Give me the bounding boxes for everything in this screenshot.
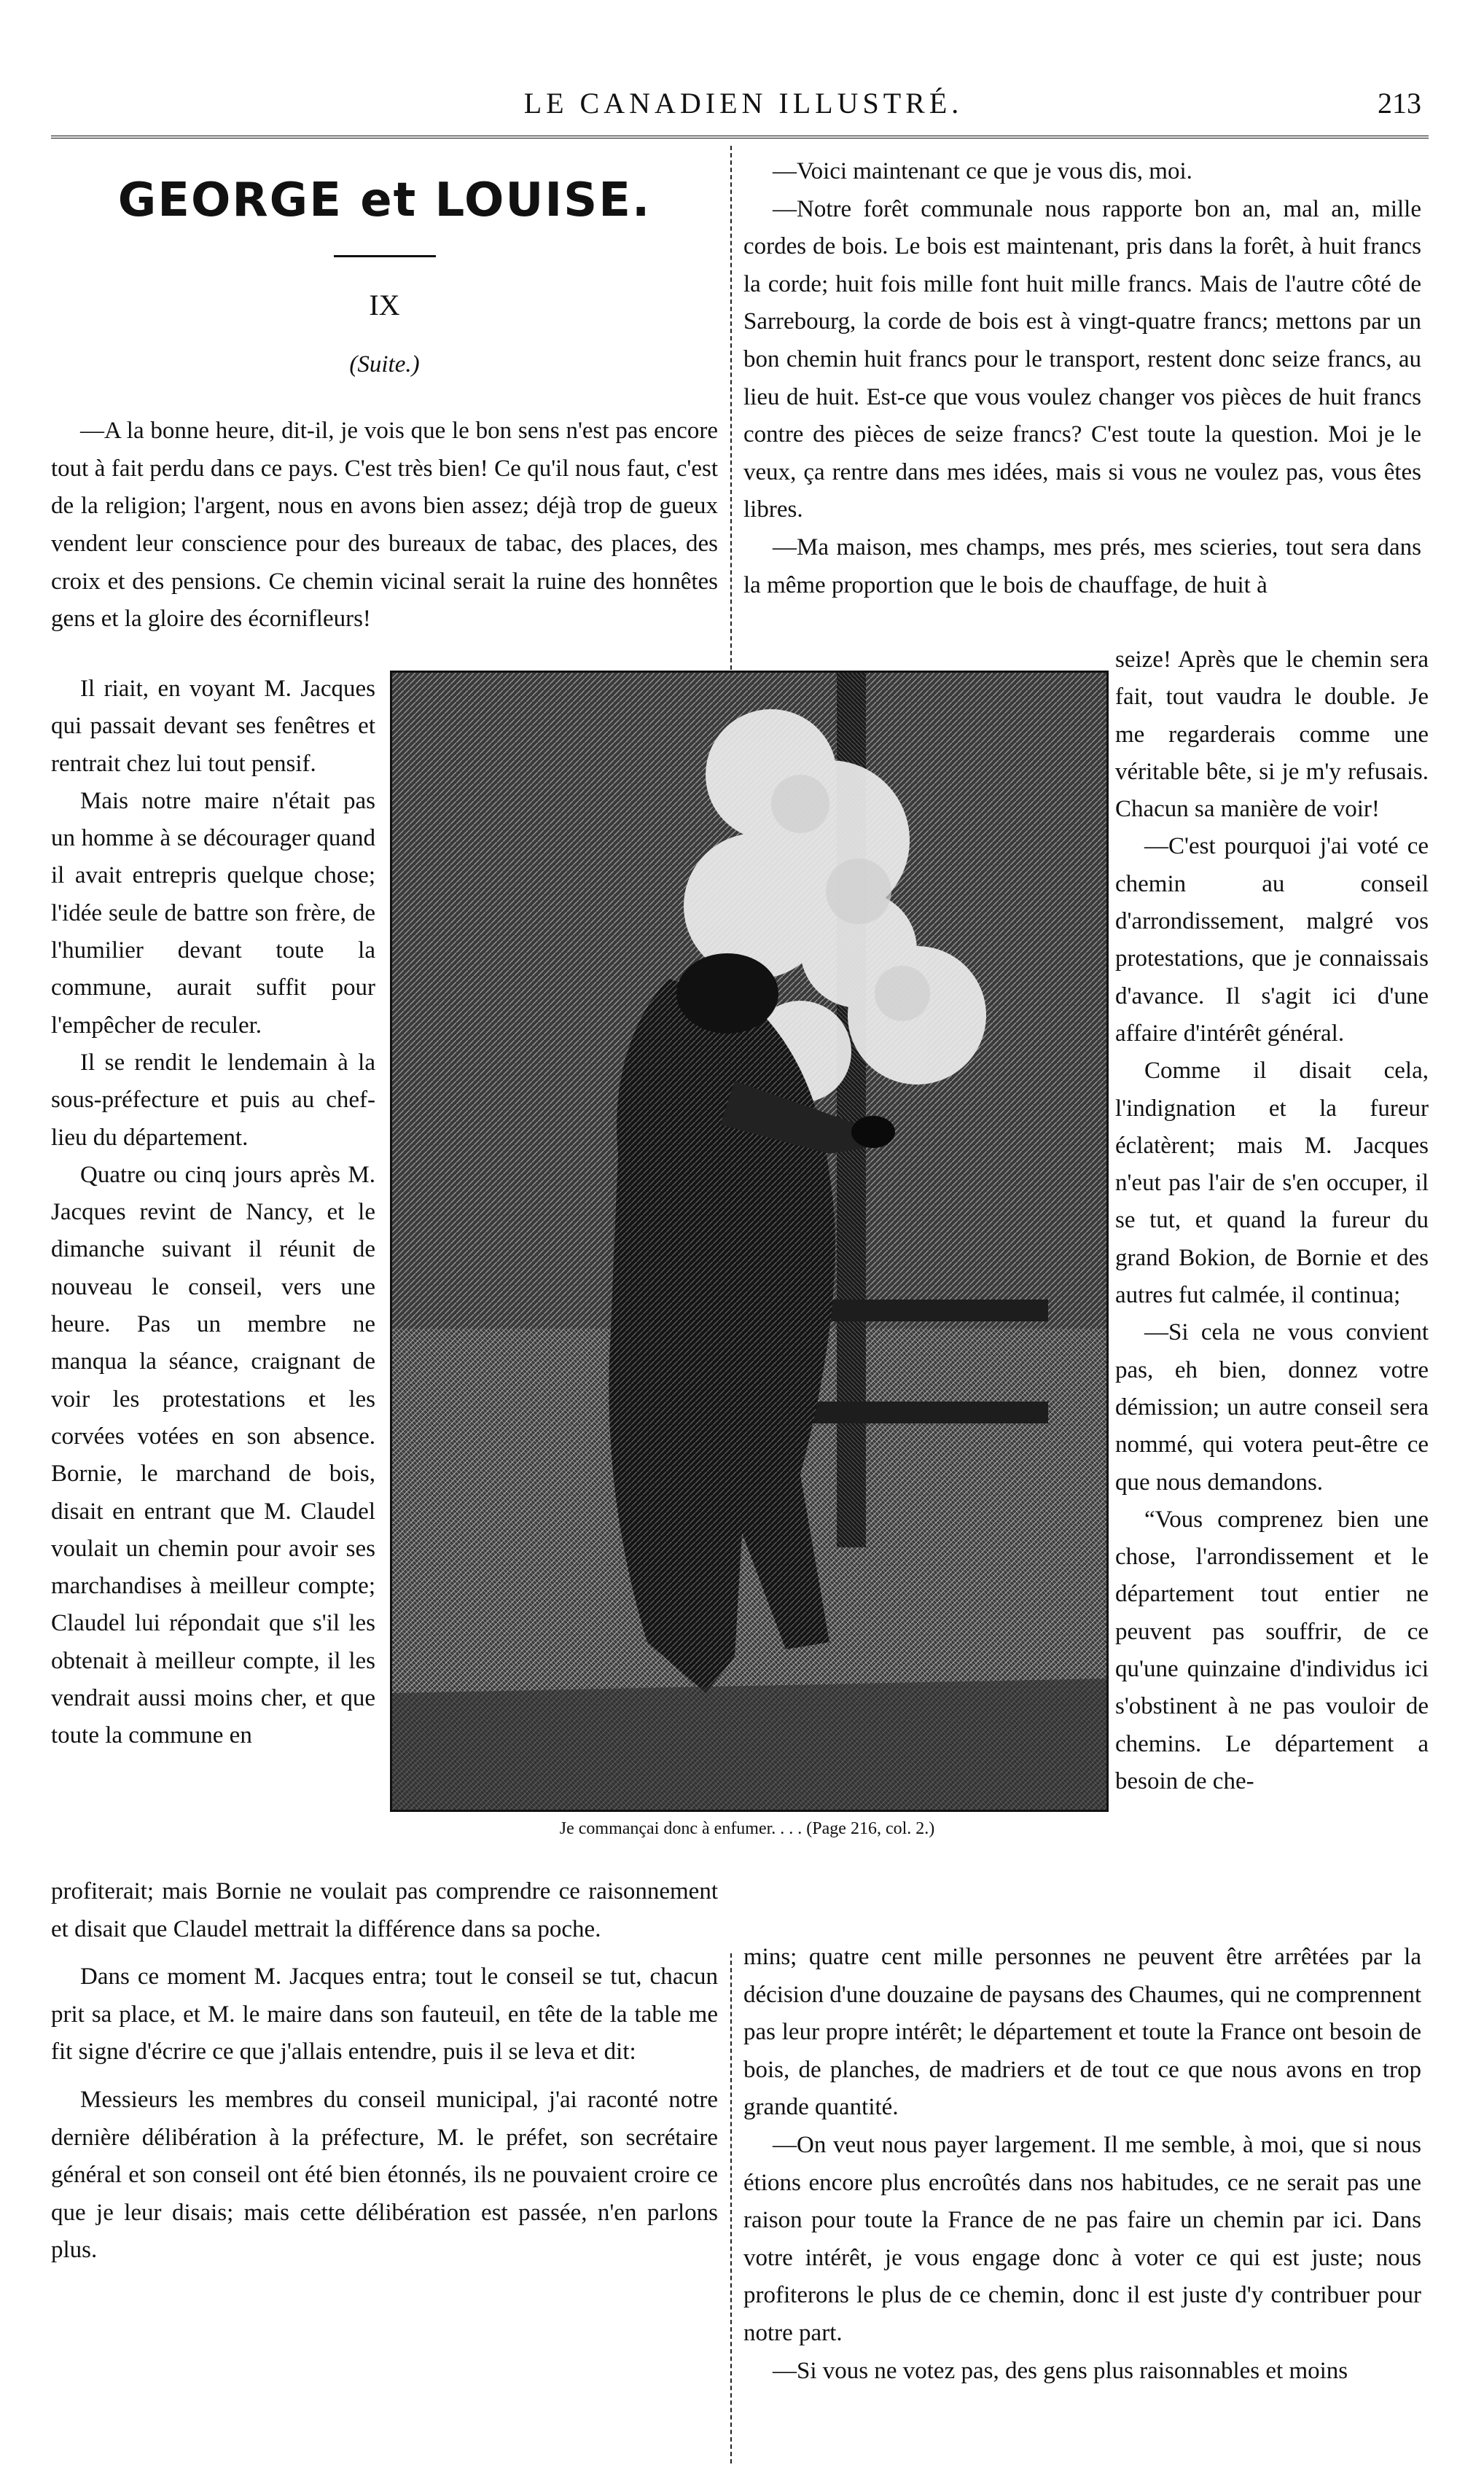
paragraph: —A la bonne heure, dit-il, je vois que le bon sens n'est pas encore tout à fait perdu dans ce pays. C'est très bien! Ce qu'il nous faut, c'est de la religion; l'argent, nous en avons bien assez; déjà trop de gueux vendent leur conscience pour des bureaux de tabac, des places, des croix et des pensions. Ce chemin vicinal serait la ruine des honnêtes gens et la gloire des écornifleurs! <box>51 418 718 633</box>
paragraph: Dans ce moment M. Jacques entra; tout le conseil se tut, chacun prit sa place, et M. le maire dans son fauteuil, en tête de la table me fit signe d'écrire ce que j'allais entendre, puis il se leva et dit: <box>51 1964 718 2066</box>
paragraph: Messieurs les membres du conseil municipal, j'ai raconté notre dernière délibération à la préfecture, M. le préfet, son secrétaire général et son conseil ont été bien étonnés, ils ne pouvaient croire ce que je leur disais; mais cette délibération est passée, n'en parlons plus. <box>51 2086 718 2264</box>
paragraph: Mais notre maire n'était pas un homme à se décourager quand il avait entrepris quelque chose; l'idée seule de battre son frère, de l'humilier devant toute la commune, aurait suffit pour l'empêcher de reculer. <box>51 787 375 1039</box>
paragraph: Il se rendit le lendemain à la sous-préfecture et puis au chef-lieu du département. <box>51 1049 375 1151</box>
left-bottom-column <box>51 1873 718 2270</box>
page-header <box>51 86 1436 130</box>
paragraph: —C'est pourquoi j'ai voté ce chemin au conseil d'arrondissement, malgré vos protestations, que je connaissais d'avance. Il s'agit ici d'une affaire d'intérêt général. <box>1115 833 1429 1047</box>
running-title: LE CANADIEN ILLUSTRÉ. <box>523 87 964 120</box>
story-title: GEORGE et LOUISE. <box>117 173 652 227</box>
left-wrap-column <box>51 671 375 1755</box>
paragraph: Comme il disait cela, l'indignation et la fureur éclatèrent; mais M. Jacques n'eut pas l'air de s'en occuper, il se tut, et quand la fureur du grand Bokion, de Bornie et des autres fut calmée, il continua; <box>1115 1058 1429 1309</box>
paragraph: mins; quatre cent mille personnes ne peuvent être arrêtées par la décision d'une douzaine de paysans des Chaumes, qui ne comprennent pas leur propre intérêt; le département et toute la France ont besoin de bois, de planches, de madriers et de tout ce que nous avons en trop grande quantité. <box>743 1944 1421 2121</box>
paragraph: Quatre ou cinq jours après M. Jacques revint de Nancy, et le dimanche suivant il réunit de nouveau le conseil, vers une heure. Pas un membre ne manqua la séance, craignant de voir les protestations et les corvées votées en son absence. Bornie, le marchand de bois, disait en entrant que M. Claudel voulait un chemin pour avoir ses marchandises à meilleur compte; Claudel lui répondait que s'il les obtenait à meilleur compte, il les vendrait aussi moins cher, et que toute la commune en <box>51 1161 375 1749</box>
engraving-illustration <box>390 671 1109 1812</box>
paragraph: —On veut nous payer largement. Il me semble, à moi, que si nous étions encore plus encroûtés dans nos habitudes, ce ne serait pas une raison pour toute la France de ne pas faire un chemin par ici. Dans votre intérêt, je vous engage donc à voter ce qui est juste; nous profiterons le plus de ce chemin, donc il est juste d'y contribuer pour notre part. <box>743 2131 1421 2346</box>
paragraph: —Ma maison, mes champs, mes prés, mes scieries, tout sera dans la même proportion que le bois de chauffage, de huit à <box>743 534 1421 598</box>
left-column <box>51 153 718 638</box>
right-column <box>743 153 1421 604</box>
illustration-caption: Je commançai donc à enfumer. . . . (Page 216, col. 2.) <box>559 1819 935 1838</box>
paragraph: —Si vous ne votez pas, des gens plus raisonnables et moins <box>773 2357 1348 2384</box>
column-divider-bottom <box>730 1953 732 2463</box>
right-wrap-column <box>1115 641 1429 1800</box>
suite-label: (Suite.) <box>349 351 420 378</box>
paragraph: —Voici maintenant ce que je vous dis, moi. <box>773 158 1192 184</box>
paragraph: “Vous comprenez bien une chose, l'arrondissement et le département tout entier ne peuvent pas souffrir, de ce qu'une quinzaine d'individus ici s'obstinent à ne pas vouloir de chemins. Le département a besoin de che- <box>1115 1506 1429 1794</box>
paragraph: —Notre forêt communale nous rapporte bon an, mal an, mille cordes de bois. Le bois est maintenant, pris dans la forêt, à huit francs la corde; huit fois mille font huit mille francs. Mais de l'autre côté de Sarrebourg, la corde de bois est à vingt-quatre francs; mettons par un bon chemin huit francs pour le transport, restent donc seize francs, au lieu de huit. Est-ce que vous voulez changer vos pièces de huit francs contre des pièces de seize francs? C'est toute la question. Moi je le veux, ça rentre dans mes idées, mais si vous ne voulez pas, vous êtes libres. <box>743 195 1421 523</box>
paragraph: —Si cela ne vous convient pas, eh bien, donnez votre démission; un autre conseil sera nommé, qui votera peut-être ce que nous demandons. <box>1115 1319 1429 1496</box>
page-number: 213 <box>1378 87 1421 120</box>
right-bottom-column <box>743 1939 1421 2390</box>
chapter-number: IX <box>369 289 400 321</box>
paragraph: seize! Après que le chemin sera fait, tout vaudra le double. Je me regarderais comme une véritable bête, si je m'y refusais. Chacun sa manière de voir! <box>1115 646 1429 823</box>
paragraph: Il riait, en voyant M. Jacques qui passait devant ses fenêtres et rentrait chez lui tout pensif. <box>51 676 375 777</box>
engraving-image <box>392 673 1106 1810</box>
title-rule <box>334 255 436 257</box>
paragraph: profiterait; mais Bornie ne voulait pas comprendre ce raisonnement et disait que Claudel mettrait la différence dans sa poche. <box>51 1878 718 1942</box>
header-rule <box>51 136 1429 138</box>
